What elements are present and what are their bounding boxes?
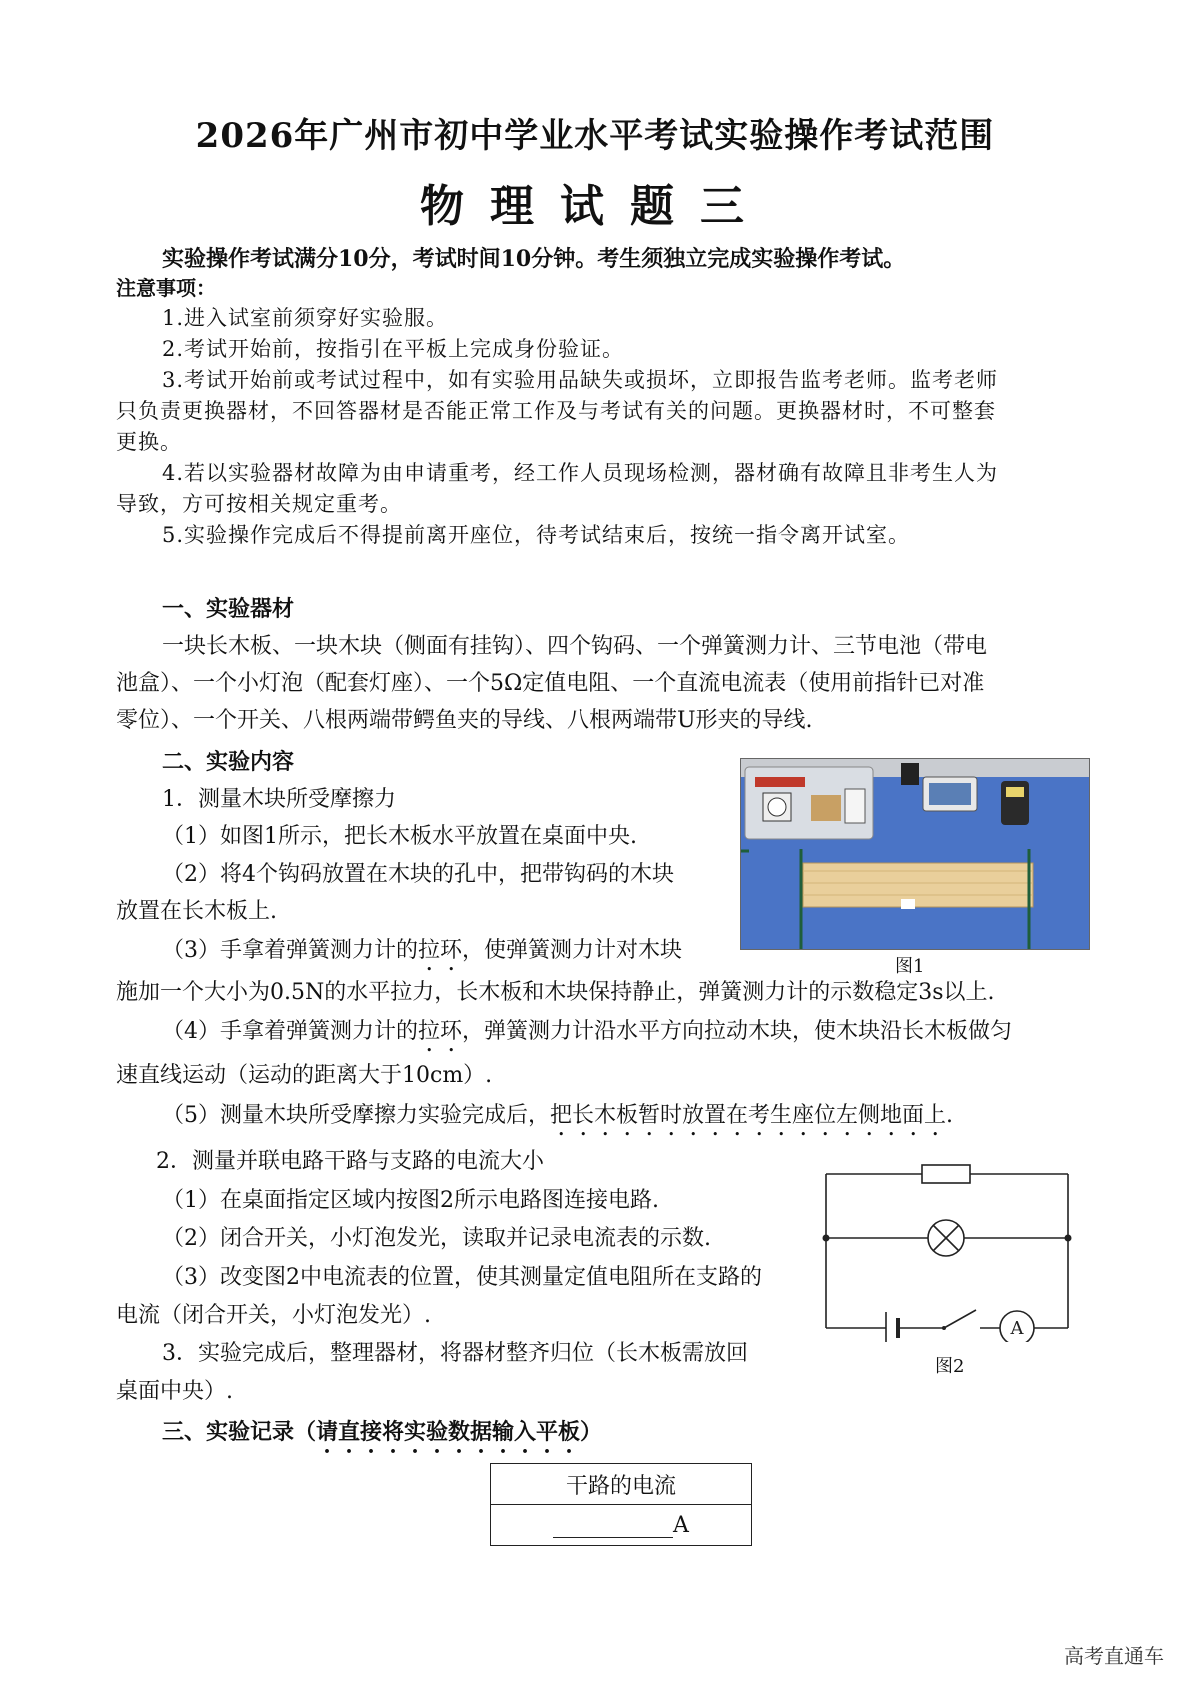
watermark: 高考直通车 [1064, 1644, 1164, 1668]
answer-unit: A [673, 1512, 689, 1538]
note-line: 3.考试开始前或考试过程中，如有实验用品缺失或损坏，立即报告监考老师。监考老师 [162, 368, 999, 392]
table-answer-cell [491, 1505, 752, 1546]
step-text: 电流（闭合开关，小灯泡发光）. [116, 1303, 431, 1328]
ammeter-label: A [1010, 1318, 1024, 1339]
step-text [162, 1101, 953, 1141]
note-line: 导致，方可按相关规定重考。 [116, 492, 402, 516]
notes-heading: 注意事项： [116, 276, 216, 300]
note-line: 1.进入试室前须穿好实验服。 [162, 306, 449, 330]
heading-part: 三、实验记录（ [162, 1419, 317, 1445]
step-text: （1）在桌面指定区域内按图2所示电路图连接电路. [162, 1188, 659, 1213]
section1-heading: 一、实验器材 [162, 596, 295, 622]
step-text-part: ，弹簧测力计沿水平方向拉动木块，使木块沿长木板做匀 [462, 1019, 1013, 1044]
figure-1-caption: 图1 [895, 956, 925, 977]
note-line: 2.考试开始前，按指引在平板上完成身份验证。 [162, 337, 625, 361]
equipment-line: 零位）、一个开关、八根两端带鳄鱼夹的导线、八根两端带U形夹的导线. [116, 708, 813, 733]
part2-title: 2．测量并联电路干路与支路的电流大小 [156, 1149, 544, 1174]
step-text: 速直线运动（运动的距离大于10cm）. [116, 1063, 493, 1088]
step-text-part: （4）手拿着弹簧测力计的 [162, 1019, 418, 1044]
note-line: 只负责更换器材，不回答器材是否能正常工作及与考试有关的问题。更换器材时，不可整套 [116, 399, 996, 423]
figure-2-caption: 图2 [935, 1356, 965, 1377]
figure-1-photo [740, 758, 1090, 950]
step-text-part: ，使弹簧测力计对木块 [462, 938, 683, 963]
step-text: 3．实验完成后，整理器材，将器材整齐归位（长木板需放回 [162, 1341, 748, 1366]
note-line: 5.实验操作完成后不得提前离开座位，待考试结束后，按统一指令离开试室。 [162, 523, 911, 547]
note-line: 4.若以实验器材故障为由申请重考，经工作人员现场检测，器材确有故障且非考生人为 [162, 461, 999, 485]
heading-part: ） [580, 1419, 603, 1445]
step-text [162, 936, 682, 976]
lab-setup-illustration [741, 759, 1089, 949]
step-text: 施加一个大小为0.5N的水平拉力，长木板和木块保持静止，弹簧测力计的示数稳定3s以上. [116, 980, 995, 1005]
battery-symbol [886, 1312, 898, 1342]
record-table [490, 1463, 752, 1546]
figure-2-circuit [822, 1162, 1082, 1342]
step-text [162, 1017, 1012, 1057]
step-text-part: . [946, 1103, 954, 1128]
section3-heading [162, 1417, 602, 1458]
step-text: （3）改变图2中电流表的位置，使其测量定值电阻所在支路的 [162, 1265, 762, 1290]
step-text: 桌面中央）. [116, 1379, 233, 1404]
step-text-part: （5）测量木块所受摩擦力实验完成后， [162, 1103, 550, 1128]
step-text: （2）闭合开关，小灯泡发光，读取并记录电流表的示数. [162, 1226, 711, 1251]
equipment-line: 池盒）、一个小灯泡（配套灯座）、一个5Ω定值电阻、一个直流电流表（使用前指针已对准 [116, 671, 985, 696]
ammeter-symbol [1000, 1311, 1034, 1342]
emphasis-text: 拉环 [418, 938, 463, 963]
emphasis-text: 拉环 [418, 1019, 463, 1044]
step-text-part: （3）手拿着弹簧测力计的 [162, 938, 418, 963]
lamp-symbol [928, 1220, 964, 1256]
part1-title: 1．测量木块所受摩擦力 [162, 787, 396, 812]
switch-symbol [942, 1310, 976, 1330]
equipment-line: 一块长木板、一块木块（侧面有挂钩）、四个钩码、一个弹簧测力计、三节电池（带电 [162, 634, 988, 659]
document-title: 2026年广州市初中学业水平考试实验操作考试范围 [195, 116, 995, 156]
intro-line: 实验操作考试满分10分，考试时间10分钟。考生须独立完成实验操作考试。 [162, 246, 906, 272]
step-text: （1）如图1所示，把长木板水平放置在桌面中央. [162, 824, 637, 849]
resistor-symbol [922, 1165, 970, 1183]
answer-blank [553, 1515, 673, 1538]
note-line: 更换。 [116, 430, 182, 454]
table-header-cell: 干路的电流 [491, 1464, 752, 1505]
document-subtitle: 物理试题三 [420, 181, 770, 232]
section2-heading: 二、实验内容 [162, 749, 295, 775]
step-text: 放置在长木板上. [116, 899, 277, 924]
emphasis-text: 把长木板暂时放置在考生座位左侧地面上 [550, 1103, 947, 1128]
emphasis-text: 请直接将实验数据输入平板 [316, 1419, 581, 1445]
step-text: （2）将4个钩码放置在木块的孔中，把带钩码的木块 [162, 862, 674, 887]
